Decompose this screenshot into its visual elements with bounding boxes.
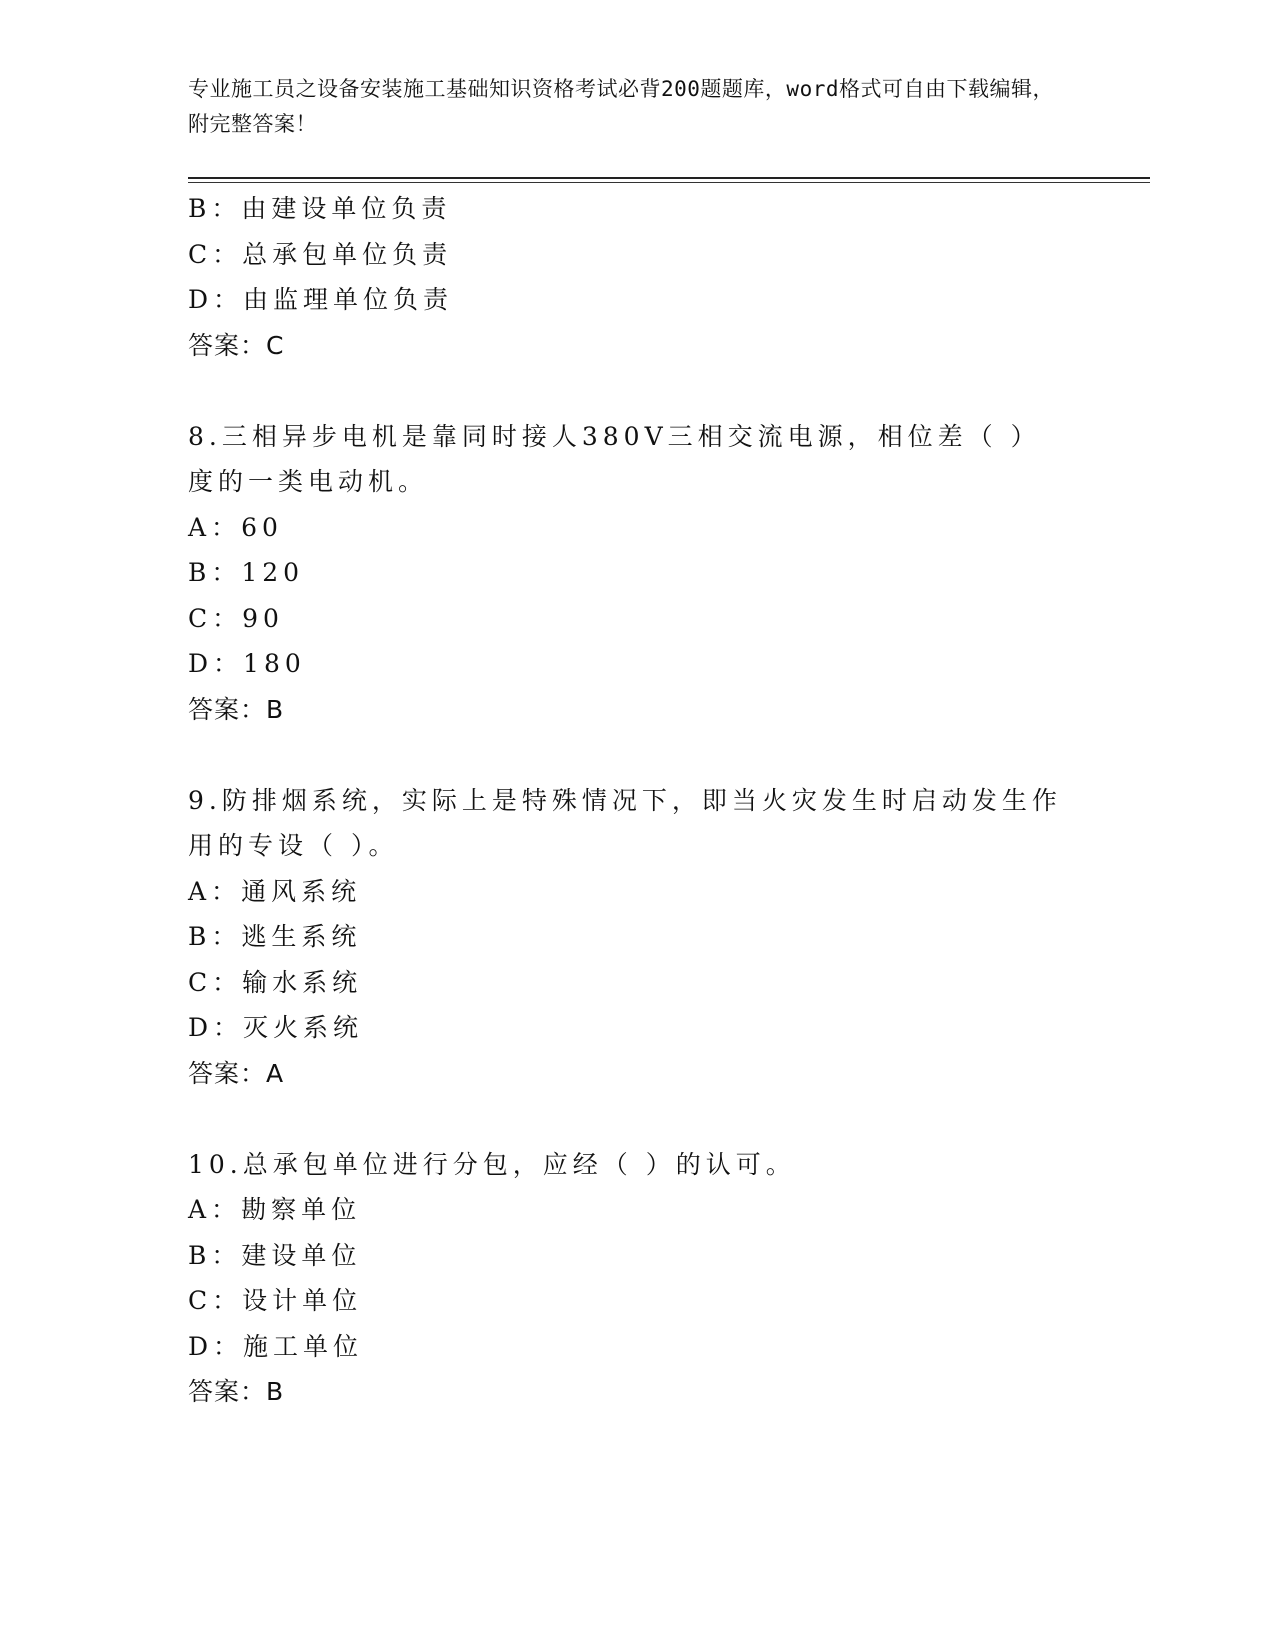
option-label: D： <box>188 1331 244 1361</box>
question-list <box>188 186 1068 1415</box>
option-d <box>188 1005 1068 1051</box>
option-text: 180 <box>243 649 306 678</box>
option-label: B： <box>188 1240 242 1270</box>
option-c <box>188 232 1068 278</box>
answer-line: 答案：B <box>188 694 285 724</box>
option-a <box>188 1187 1068 1233</box>
option-b <box>188 914 1068 960</box>
option-c <box>188 1278 1068 1324</box>
option-text: 逃生系统 <box>241 922 362 951</box>
answer-line: 答案：C <box>188 330 285 360</box>
option-c <box>188 960 1068 1006</box>
option-d <box>188 277 1068 323</box>
option-label: C： <box>188 967 243 997</box>
option-text: 设计单位 <box>242 1286 363 1315</box>
option-text: 施工单位 <box>243 1331 364 1361</box>
option-label: B： <box>188 558 242 587</box>
spacer <box>188 368 1068 414</box>
question-stem: 8.三相异步电机是靠同时接人380V三相交流电源，相位差（ ）度的一类电动机。 <box>188 421 1041 496</box>
option-label: A： <box>188 512 242 542</box>
option-label: C： <box>188 239 243 269</box>
option-label: B： <box>188 922 242 951</box>
question-stem: 10.总承包单位进行分包，应经（ ）的认可。 <box>188 1149 796 1179</box>
question-stem: 9.防排烟系统，实际上是特殊情况下，即当火灾发生时启动发生作用的专设（ ）。 <box>188 785 1062 860</box>
answer-line: 答案：A <box>188 1058 285 1088</box>
continued-question <box>188 186 1068 368</box>
header-divider-thin <box>188 182 1150 183</box>
option-text: 60 <box>241 512 283 542</box>
option-b <box>188 1233 1068 1279</box>
option-a <box>188 505 1068 551</box>
option-text: 120 <box>241 558 305 587</box>
option-c <box>188 596 1068 642</box>
option-d <box>188 1324 1068 1370</box>
option-text: 勘察单位 <box>241 1195 362 1224</box>
option-text: 输水系统 <box>242 967 363 997</box>
option-text: 由建设单位负责 <box>241 194 452 223</box>
question-8 <box>188 414 1068 733</box>
option-text: 通风系统 <box>241 876 362 906</box>
option-label: D： <box>188 285 244 314</box>
spacer <box>188 732 1068 778</box>
question-10 <box>188 1142 1068 1415</box>
option-label: C： <box>188 603 243 633</box>
option-label: D： <box>188 1013 244 1042</box>
option-b <box>188 550 1068 596</box>
option-label: B： <box>188 194 242 223</box>
option-text: 建设单位 <box>241 1240 362 1270</box>
header-divider <box>188 177 1150 179</box>
option-label: A： <box>188 876 242 906</box>
option-label: C： <box>188 1286 243 1315</box>
option-b <box>188 186 1068 232</box>
option-d <box>188 641 1068 687</box>
option-text: 灭火系统 <box>243 1013 364 1042</box>
answer-line: 答案：B <box>188 1377 285 1406</box>
option-label: D： <box>188 649 244 678</box>
option-text: 90 <box>242 603 284 633</box>
document-header: 专业施工员之设备安装施工基础知识资格考试必背200题题库，word格式可自由下载编辑，附完整答案！ <box>188 77 1054 136</box>
option-a <box>188 869 1068 915</box>
option-text: 由监理单位负责 <box>243 285 454 314</box>
question-9 <box>188 778 1068 1097</box>
option-text: 总承包单位负责 <box>242 239 453 269</box>
spacer <box>188 1096 1068 1142</box>
option-label: A： <box>188 1195 242 1224</box>
